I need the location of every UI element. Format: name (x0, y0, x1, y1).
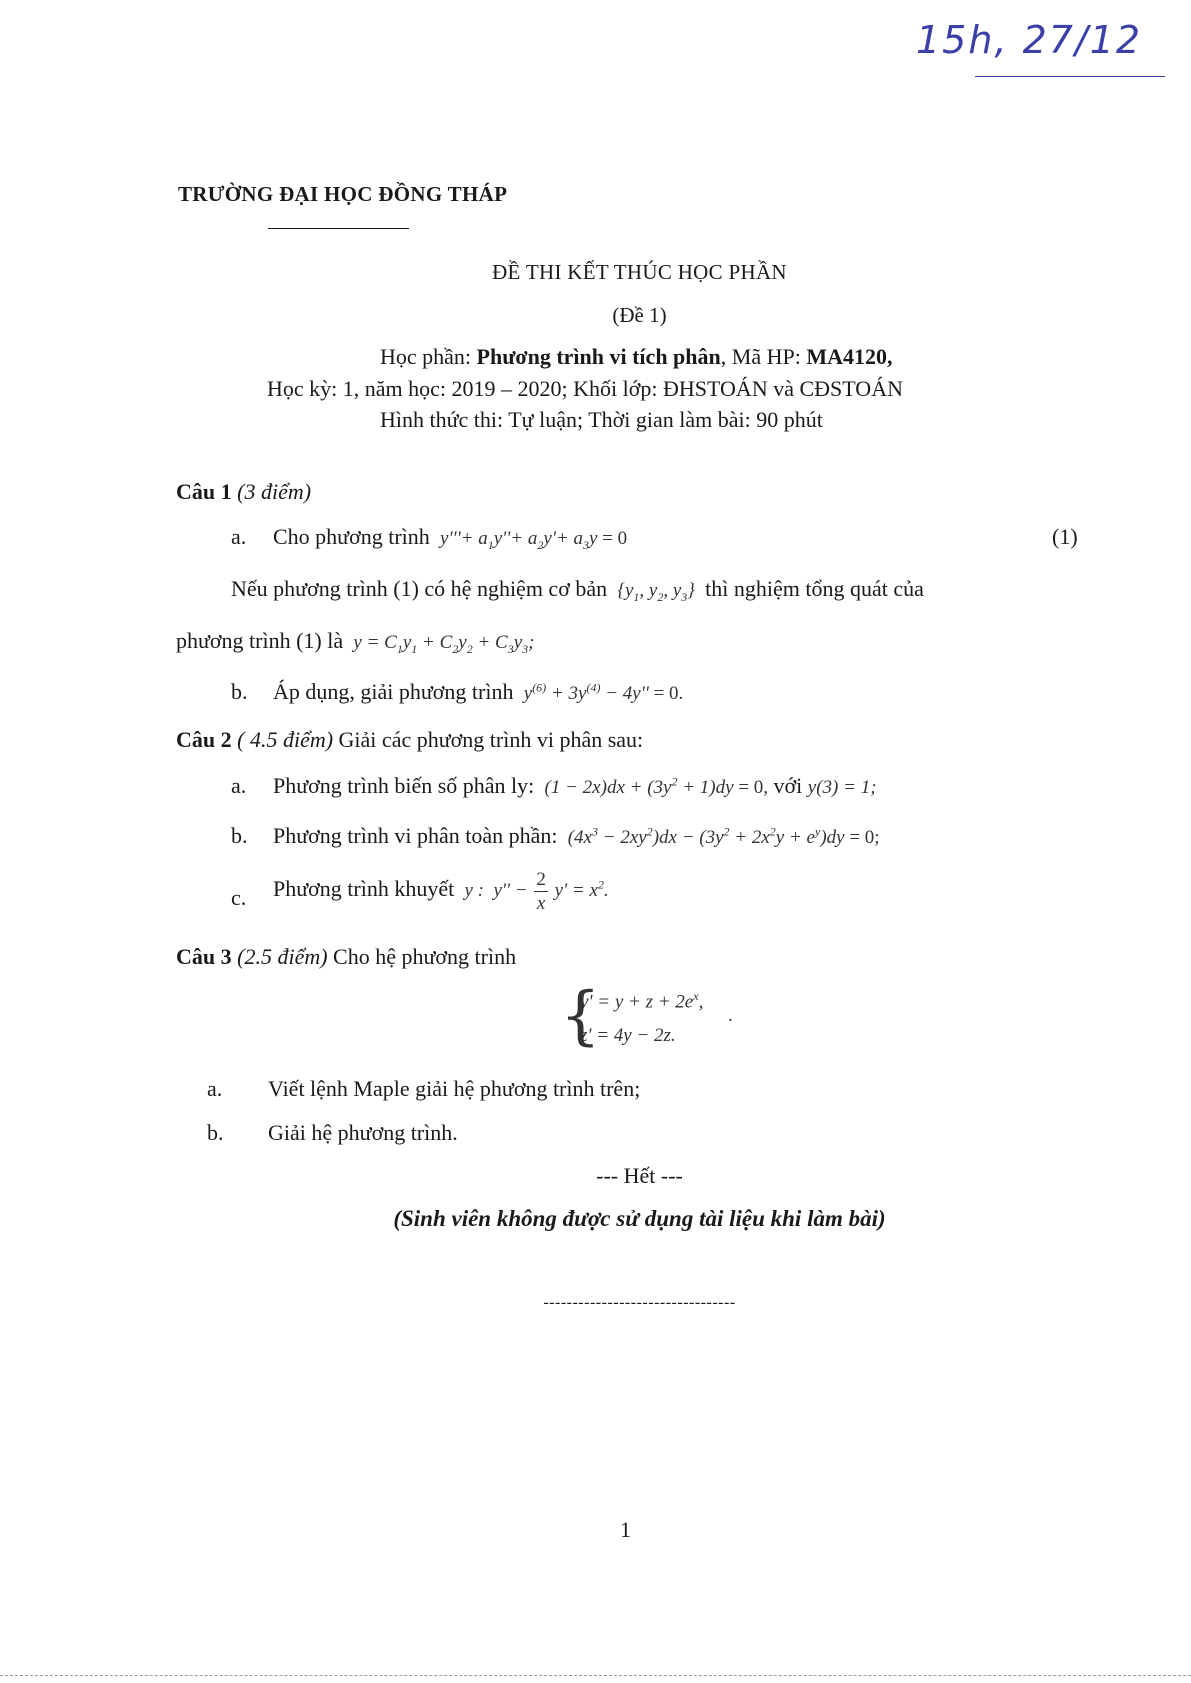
q1-label: Câu 1 (176, 479, 232, 504)
q3-system-eq1: $y' = y + z + 2e^x$, (580, 989, 704, 1013)
scan-edge-line (0, 1675, 1191, 1676)
q3-system-eq2: z' = 4y − 2z. (580, 1025, 676, 1046)
q2-b-text: Phương trình vi phân toàn phần: (273, 823, 558, 848)
q2-b-line (273, 823, 880, 849)
q1-para1 (231, 576, 924, 605)
q2-a-marker: a. (231, 773, 247, 798)
q1-para2-text: phương trình (1) là (176, 628, 344, 653)
q1-a-marker: a. (231, 524, 247, 549)
course-line (380, 344, 892, 370)
q1-b-marker: b. (231, 679, 248, 704)
dash-separator: --------------------------------- (543, 1294, 736, 1311)
q2-label: Câu 2 (176, 727, 232, 752)
q1-para1-text: Nếu phương trình (1) có hệ nghiệm cơ bản (231, 576, 608, 601)
q1-a-line (273, 524, 627, 553)
q2-c-line (273, 870, 609, 913)
q3-a-text: Viết lệnh Maple giải hệ phương trình trên; (268, 1076, 641, 1101)
q2-c-equation: y : y'' − $\frac{2}{x}$ $y' = x^2$. (459, 869, 609, 914)
q3-b-text: Giải hệ phương trình. (268, 1120, 458, 1145)
q2-a-line (273, 773, 877, 799)
q1-eq-number: (1) (1052, 524, 1078, 549)
dash-separator-row (0, 1294, 1191, 1312)
q1-para1-tail: thì nghiệm tổng quát của (705, 576, 924, 601)
format-line: Hình thức thi: Tự luận; Thời gian làm bài: 90 phút (380, 407, 823, 432)
q2-a-with: với (773, 773, 803, 798)
system-brace-icon: { (560, 979, 601, 1053)
page-number-row (0, 1517, 1191, 1543)
course-name: Phương trình vi tích phân (476, 344, 721, 369)
q2-heading (176, 727, 643, 753)
q2-c-text: Phương trình khuyết (273, 875, 455, 901)
term-line: Học kỳ: 1, năm học: 2019 – 2020; Khối lớp: ĐHSTOÁN và CĐSTOÁN (267, 376, 903, 401)
exam-variant-row (0, 303, 1191, 328)
school-name: TRƯỜNG ĐẠI HỌC ĐỒNG THÁP (178, 182, 508, 206)
q2-a-condition: y(3) = 1; (807, 777, 877, 798)
q3-intro: Cho hệ phương trình (333, 944, 517, 969)
page-number: 1 (620, 1517, 631, 1542)
q3-label: Câu 3 (176, 944, 232, 969)
q3-system-period: . (728, 1005, 733, 1026)
exam-variant: (Đề 1) (612, 303, 667, 327)
exam-title: ĐỀ THI KẾT THÚC HỌC PHẦN (492, 260, 787, 284)
q3-b-marker: b. (207, 1120, 224, 1145)
course-code-label: , Mã HP: (720, 344, 807, 369)
q2-a-text: Phương trình biến số phân ly: (273, 773, 535, 798)
handwritten-note: 15h, 27/12 (916, 18, 1143, 62)
course-code: MA4120, (806, 344, 893, 369)
q3-system (560, 979, 740, 1053)
end-marker-row (0, 1163, 1191, 1189)
q1-b-text: Áp dụng, giải phương trình (273, 679, 514, 704)
exam-note-row (0, 1206, 1191, 1232)
q1-equation: $y'''+ a_1y''+ a_2y'+ a_3y = 0$ (435, 528, 628, 552)
handwritten-underline (975, 76, 1165, 77)
q1-heading (176, 479, 311, 505)
exam-note: (Sinh viên không được sử dụng tài liệu khi làm bài) (393, 1206, 886, 1231)
q3-a-marker: a. (207, 1076, 223, 1101)
q2-intro: Giải các phương trình vi phân sau: (338, 727, 644, 752)
q1-para2 (176, 628, 534, 657)
q1-b-equation: $y^{(6)} + 3y^{(4)} - 4y'' = 0$. (519, 680, 684, 704)
q3-points: (2.5 điểm) (237, 944, 328, 969)
q2-points: ( 4.5 điểm) (237, 727, 334, 752)
q2-b-equation: $(4x^3 - 2xy^2)dx - (3y^2 + 2x^2y + e^y)dy = 0$; (562, 824, 880, 848)
q2-b-marker: b. (231, 823, 248, 848)
course-label: Học phần: (380, 344, 477, 369)
q1-b-line (273, 679, 683, 705)
q1-fundamental-set: {$y_1$, $y_2$, $y_3$} (612, 580, 700, 604)
school-underline (268, 228, 409, 229)
q1-general-solution: $y = C_1y_1 + C_2y_2 + C_3y_3$; (348, 632, 535, 656)
q3-heading (176, 944, 516, 970)
q2-c-marker: c. (231, 885, 247, 910)
exam-title-row (0, 260, 1191, 285)
q1-a-text: Cho phương trình (273, 524, 430, 549)
q1-points: (3 điểm) (237, 479, 312, 504)
q2-c-fraction: $\frac{2}{x}$ (536, 869, 546, 914)
q2-a-equation: $(1 - 2x)dx + (3y^2 + 1)dy = 0$, (539, 774, 769, 798)
end-marker: --- Hết --- (596, 1163, 683, 1188)
